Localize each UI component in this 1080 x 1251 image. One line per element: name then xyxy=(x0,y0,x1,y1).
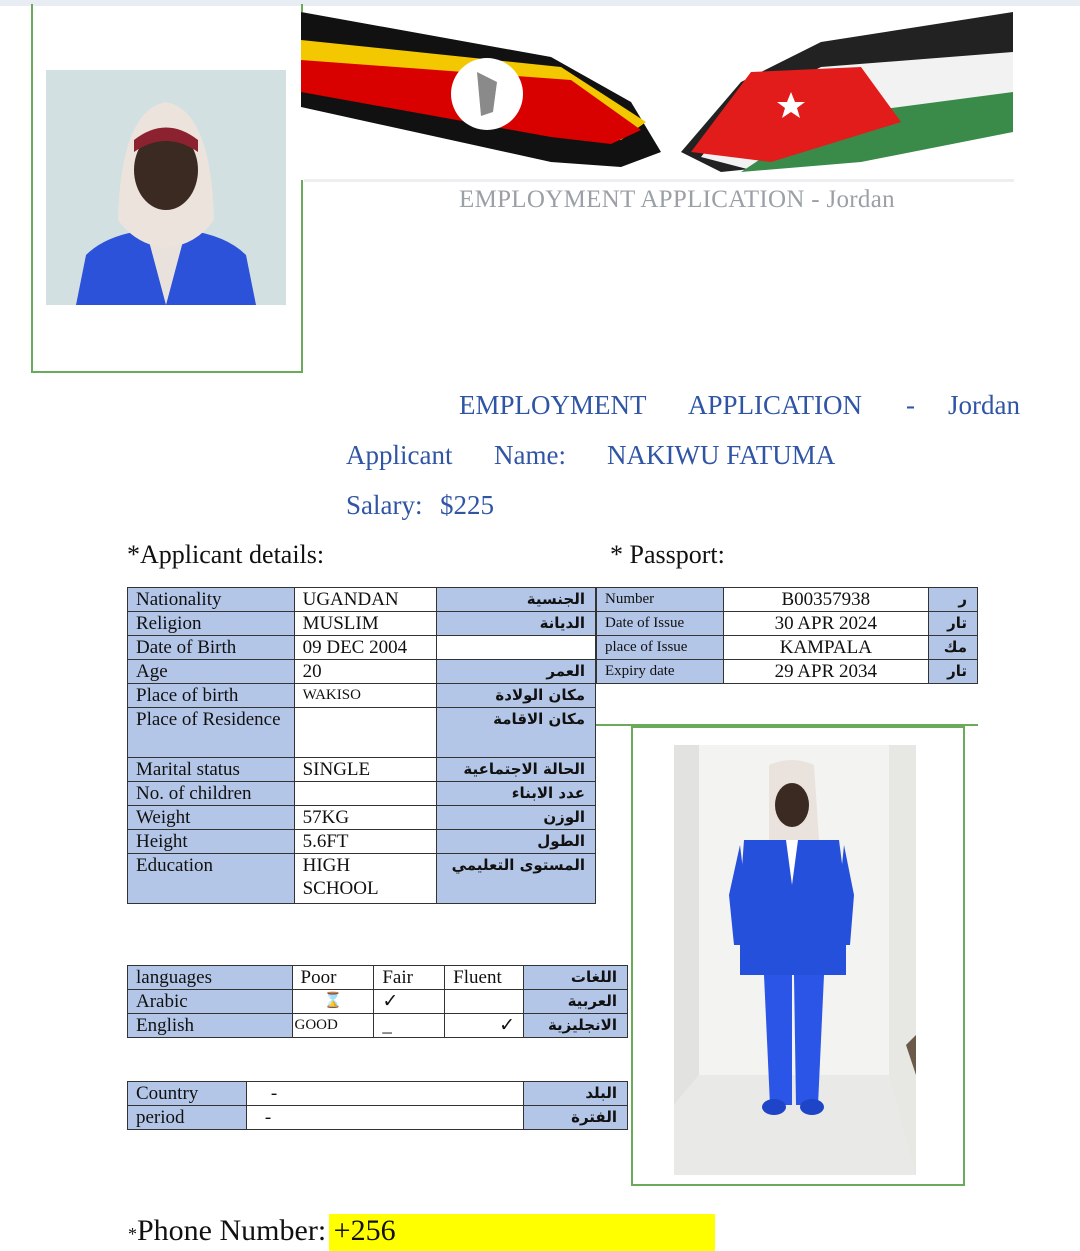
detail-label: Age xyxy=(128,660,295,684)
detail-value xyxy=(294,708,437,758)
language-fair: ✓ xyxy=(374,990,445,1014)
table-row xyxy=(128,782,596,806)
phone-label: Phone Number xyxy=(137,1214,318,1247)
table-row xyxy=(128,684,596,708)
table-row xyxy=(128,588,596,612)
passport-label: Date of Issue xyxy=(597,612,724,636)
detail-arabic: الوزن xyxy=(437,806,596,830)
detail-value: HIGH SCHOOL xyxy=(294,854,437,904)
applicant-label: Applicant xyxy=(346,440,453,470)
language-arabic: العربية xyxy=(524,990,628,1014)
detail-arabic: العمر xyxy=(437,660,596,684)
passport-arabic: ر xyxy=(929,588,978,612)
detail-arabic xyxy=(437,636,596,660)
language-fluent: ✓ xyxy=(445,1014,524,1038)
experience-label: Country xyxy=(128,1082,247,1106)
detail-value: 57KG xyxy=(294,806,437,830)
passport-table xyxy=(596,587,978,684)
table-row xyxy=(128,660,596,684)
detail-label: Place of birth xyxy=(128,684,295,708)
title-employment: EMPLOYMENT xyxy=(459,390,647,420)
detail-value: 09 DEC 2004 xyxy=(294,636,437,660)
experience-arabic: الفترة xyxy=(524,1106,628,1130)
detail-value: UGANDAN xyxy=(294,588,437,612)
languages-table xyxy=(127,965,628,1038)
passport-value: 29 APR 2034 xyxy=(723,660,928,684)
table-row xyxy=(128,1106,628,1130)
table-row xyxy=(128,990,628,1014)
experience-arabic: البلد xyxy=(524,1082,628,1106)
applicant-details-heading: *Applicant details: xyxy=(127,540,325,569)
table-row xyxy=(128,1014,628,1038)
table-row xyxy=(128,758,596,782)
phone-line xyxy=(128,1214,396,1248)
passport-value: B00357938 xyxy=(723,588,928,612)
experience-table xyxy=(127,1081,628,1130)
banner-title: EMPLOYMENT APPLICATION - Jordan xyxy=(459,186,895,213)
detail-label: Marital status xyxy=(128,758,295,782)
table-row xyxy=(128,708,596,758)
detail-label: No. of children xyxy=(128,782,295,806)
passport-label: place of Issue xyxy=(597,636,724,660)
detail-label: Weight xyxy=(128,806,295,830)
salary-label: Salary: xyxy=(346,490,423,520)
languages-header-poor: Poor xyxy=(292,966,374,990)
language-poor: GOOD xyxy=(292,1014,374,1038)
detail-label: Education xyxy=(128,854,295,904)
banner-divider xyxy=(304,179,1014,182)
detail-label: Place of Residence xyxy=(128,708,295,758)
passport-arabic: تار xyxy=(929,660,978,684)
table-row xyxy=(597,660,978,684)
banner-handshake xyxy=(301,12,1013,180)
detail-arabic: المستوى التعليمي xyxy=(437,854,596,904)
passport-value: KAMPALA xyxy=(723,636,928,660)
title-application: APPLICATION xyxy=(688,390,863,420)
language-fluent xyxy=(445,990,524,1014)
detail-label: Religion xyxy=(128,612,295,636)
phone-star: * xyxy=(128,1224,137,1244)
table-row xyxy=(128,612,596,636)
table-row xyxy=(597,612,978,636)
language-label: English xyxy=(128,1014,293,1038)
table-row xyxy=(128,1082,628,1106)
languages-header-fluent: Fluent xyxy=(445,966,524,990)
passport-arabic: تار xyxy=(929,612,978,636)
salary-value: $225 xyxy=(440,490,494,520)
detail-value: 20 xyxy=(294,660,437,684)
table-row xyxy=(128,830,596,854)
languages-header-arabic: اللغات xyxy=(524,966,628,990)
detail-arabic: مكان الولادة xyxy=(437,684,596,708)
detail-value: MUSLIM xyxy=(294,612,437,636)
table-row xyxy=(128,806,596,830)
detail-arabic: الطول xyxy=(437,830,596,854)
table-row xyxy=(128,854,596,904)
passport-value: 30 APR 2024 xyxy=(723,612,928,636)
detail-arabic: الجنسية xyxy=(437,588,596,612)
detail-arabic: الحالة الاجتماعية xyxy=(437,758,596,782)
table-row xyxy=(597,588,978,612)
table-row xyxy=(128,636,596,660)
detail-value: 5.6FT xyxy=(294,830,437,854)
passport-heading: * Passport: xyxy=(610,540,725,569)
languages-header-fair: Fair xyxy=(374,966,445,990)
experience-label: period xyxy=(128,1106,247,1130)
name-label: Name: xyxy=(494,440,566,470)
hourglass-icon: ⌛ xyxy=(292,990,374,1014)
applicant-name: NAKIWU FATUMA xyxy=(607,440,836,470)
applicant-details-table xyxy=(127,587,596,904)
experience-value: - xyxy=(246,1082,523,1106)
detail-label: Nationality xyxy=(128,588,295,612)
language-label: Arabic xyxy=(128,990,293,1014)
experience-value: - xyxy=(246,1106,523,1130)
language-arabic: الانجليزية xyxy=(524,1014,628,1038)
phone-value: +256 xyxy=(326,1214,396,1247)
phone-colon: : xyxy=(317,1214,327,1247)
passport-label: Number xyxy=(597,588,724,612)
title-country: Jordan xyxy=(948,390,1020,420)
table-row xyxy=(597,636,978,660)
detail-arabic: عدد الابناء xyxy=(437,782,596,806)
detail-value: SINGLE xyxy=(294,758,437,782)
passport-arabic: مك xyxy=(929,636,978,660)
detail-value xyxy=(294,782,437,806)
portrait-photo xyxy=(46,70,286,305)
fullbody-photo xyxy=(674,745,916,1175)
detail-value: WAKISO xyxy=(294,684,437,708)
language-fair: _ xyxy=(374,1014,445,1038)
detail-label: Height xyxy=(128,830,295,854)
languages-header-label: languages xyxy=(128,966,293,990)
detail-arabic: مكان الاقامة xyxy=(437,708,596,758)
detail-arabic: الديانة xyxy=(437,612,596,636)
title-dash: - xyxy=(906,390,915,420)
passport-label: Expiry date xyxy=(597,660,724,684)
table-row xyxy=(128,966,628,990)
detail-label: Date of Birth xyxy=(128,636,295,660)
